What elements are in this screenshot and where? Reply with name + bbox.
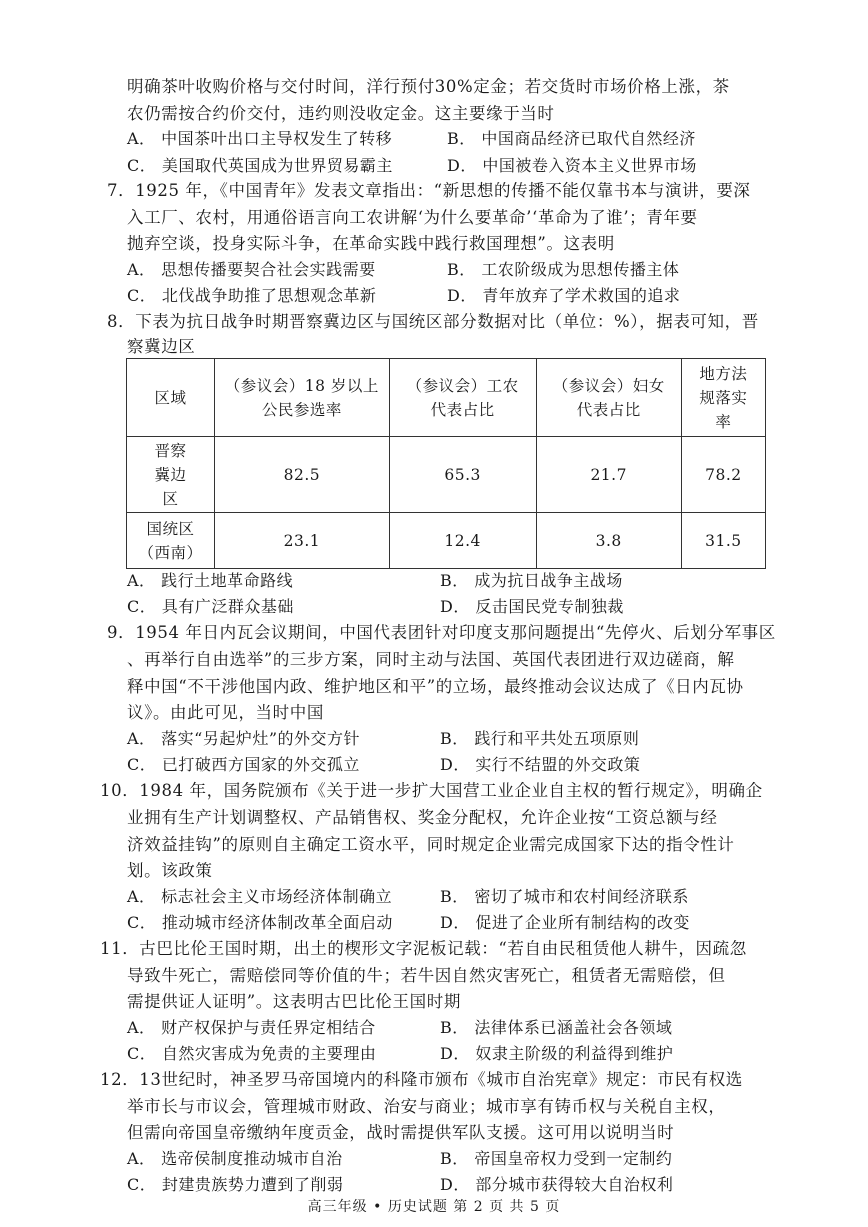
q6-option-d: D． 中国被卷入资本主义世界市场 (447, 156, 697, 175)
table-row (127, 513, 766, 569)
q12-stem-line-1: 12．13世纪时，神圣罗马帝国境内的科隆市颁布《城市自治宪章》规定：市民有权选 (100, 1070, 743, 1089)
q11-stem-line-1: 11．古巴比伦王国时期，出土的楔形文字泥板记载：“若自由民租赁他人耕牛，因疏忽 (100, 939, 747, 958)
q8-stem-line-1: 8．下表为抗日战争时期晋察冀边区与国统区部分数据对比（单位：%），据表可知，晋 (107, 312, 759, 331)
q6-option-c: C． 美国取代英国成为世界贸易霸主 (127, 156, 393, 175)
table-cell: 65.3 (389, 437, 536, 513)
q7-stem-line-1: 7．1925 年，《中国青年》发表文章指出：“新思想的传播不能仅靠书本与演讲，要深 (107, 181, 751, 200)
q8-option-c: C． 具有广泛群众基础 (127, 597, 294, 616)
q7-option-b: B． 工农阶级成为思想传播主体 (447, 260, 680, 279)
q6-option-b: B． 中国商品经济已取代自然经济 (447, 129, 696, 148)
q8-option-a: A． 践行土地革命路线 (127, 571, 294, 590)
q11-stem-line-2: 导致牛死亡，需赔偿同等价值的牛；若牛因自然灾害死亡，租赁者无需赔偿，但 (127, 966, 726, 985)
q12-stem-line-3: 但需向帝国皇帝缴纳年度贡金，战时需提供军队支援。这可用以说明当时 (127, 1123, 675, 1142)
header-line: （参议会）工农 (406, 376, 519, 395)
header-line: （参议会）18 岁以上 (224, 376, 379, 395)
table-cell: 23.1 (215, 513, 390, 569)
table-cell: 21.7 (536, 437, 681, 513)
table-cell: 12.4 (389, 513, 536, 569)
q12-option-c: C． 封建贵族势力遭到了削弱 (127, 1175, 344, 1194)
header-line: 代表占比 (430, 400, 495, 419)
q7-stem-line-2: 入工厂、农村，用通俗语言向工农讲解‘为什么要革命’‘革命为了谁’；青年要 (127, 208, 698, 227)
q11-stem-line-3: 需提供证人证明”。这表明古巴比伦王国时期 (127, 992, 461, 1011)
q6-stem-line-2: 农仍需按合约价交付，违约则没收定金。这主要缘于当时 (127, 104, 555, 123)
q12-option-b: B． 帝国皇帝权力受到一定制约 (440, 1149, 673, 1168)
q11-option-c: C． 自然灾害成为免责的主要理由 (127, 1044, 377, 1063)
q9-stem-line-3: 释中国“不干涉他国内政、维护地区和平”的立场，最终推动会议达成了《日内瓦协 (127, 677, 744, 696)
q10-stem-line-2: 业拥有生产计划调整权、产品销售权、奖金分配权，允许企业按“工资总额与经 (127, 808, 718, 827)
region-line: 国统区 (146, 519, 195, 538)
table-cell-region (127, 513, 215, 569)
table-cell: 3.8 (536, 513, 681, 569)
table-header-row (127, 359, 766, 437)
table-header-cell (389, 359, 536, 437)
table-cell: 31.5 (681, 513, 765, 569)
q6-option-a: A． 中国茶叶出口主导权发生了转移 (127, 129, 393, 148)
q7-option-a: A． 思想传播要契合社会实践需要 (127, 260, 376, 279)
q9-option-d: D． 实行不结盟的外交政策 (440, 755, 641, 774)
region-line: 区 (162, 489, 179, 508)
table-header-cell (215, 359, 390, 437)
q9-stem-line-1: 9．1954 年日内瓦会议期间，中国代表团针对印度支那问题提出“先停火、后划分军事区 (107, 623, 776, 642)
q9-option-b: B． 践行和平共处五项原则 (440, 729, 640, 748)
header-line: （参议会）妇女 (552, 376, 665, 395)
header-line: 规落实 (699, 388, 748, 407)
q8-stem-line-2: 察冀边区 (127, 337, 196, 356)
q10-stem-line-4: 划。该政策 (127, 861, 213, 880)
q8-option-b: B． 成为抗日战争主战场 (440, 571, 623, 590)
q10-option-b: B． 密切了城市和农村间经济联系 (440, 887, 689, 906)
q11-option-d: D． 奴隶主阶级的利益得到维护 (440, 1044, 674, 1063)
q10-stem-line-3: 济效益挂钩”的原则自主确定工资水平，同时规定企业需完成国家下达的指令性计 (127, 835, 735, 854)
q10-option-c: C． 推动城市经济体制改革全面启动 (127, 913, 393, 932)
table-header-cell (681, 359, 765, 437)
header-line: 代表占比 (576, 400, 641, 419)
header-line: 地方法 (699, 364, 748, 383)
header-line: 率 (715, 412, 732, 431)
q7-stem-line-3: 抛弃空谈，投身实际斗争，在革命实践中践行救国理想”。这表明 (127, 234, 615, 253)
q11-option-b: B． 法律体系已涵盖社会各领域 (440, 1018, 673, 1037)
table-cell-region (127, 437, 215, 513)
q9-stem-line-2: 、再举行自由选举”的三步方案，同时主动与法国、英国代表团进行双边磋商，解 (127, 650, 735, 669)
table-row (127, 437, 766, 513)
q11-option-a: A． 财产权保护与责任界定相结合 (127, 1018, 376, 1037)
header-line: 公民参选率 (261, 400, 342, 419)
q8-data-table (126, 358, 766, 569)
q9-stem-line-4: 议》。由此可见，当时中国 (127, 703, 324, 722)
q10-option-a: A． 标志社会主义市场经济体制确立 (127, 887, 393, 906)
q7-option-c: C． 北伐战争助推了思想观念革新 (127, 286, 377, 305)
q10-option-d: D． 促进了企业所有制结构的改变 (440, 913, 690, 932)
region-line: 晋察 (154, 441, 187, 460)
q12-option-d: D． 部分城市获得较大自治权利 (440, 1175, 674, 1194)
q12-stem-line-2: 举市长与市议会，管理城市财政、治安与商业；城市享有铸币权与关税自主权， (127, 1097, 726, 1116)
page-footer: 高三年级 • 历史试题 第 2 页 共 5 页 (307, 1199, 561, 1215)
q8-option-d: D． 反击国民党专制独裁 (440, 597, 624, 616)
q7-option-d: D． 青年放弃了学术救国的追求 (447, 286, 681, 305)
table-header-cell (536, 359, 681, 437)
table-cell: 82.5 (215, 437, 390, 513)
header-region-label: 区域 (154, 388, 187, 407)
q6-stem-line-1: 明确茶叶收购价格与交付时间，洋行预付30%定金；若交货时市场价格上涨，茶 (127, 77, 730, 96)
region-line: （西南） (138, 543, 203, 562)
q12-option-a: A． 选帝侯制度推动城市自治 (127, 1149, 343, 1168)
q9-option-c: C． 已打破西方国家的外交孤立 (127, 755, 360, 774)
table-header-cell (127, 359, 215, 437)
region-line: 冀边 (154, 465, 187, 484)
table-cell: 78.2 (681, 437, 765, 513)
q9-option-a: A． 落实“另起炉灶”的外交方针 (127, 729, 361, 748)
q10-stem-line-1: 10．1984 年，国务院颁布《关于进一步扩大国营工业企业自主权的暂行规定》，明确企 (100, 781, 763, 800)
